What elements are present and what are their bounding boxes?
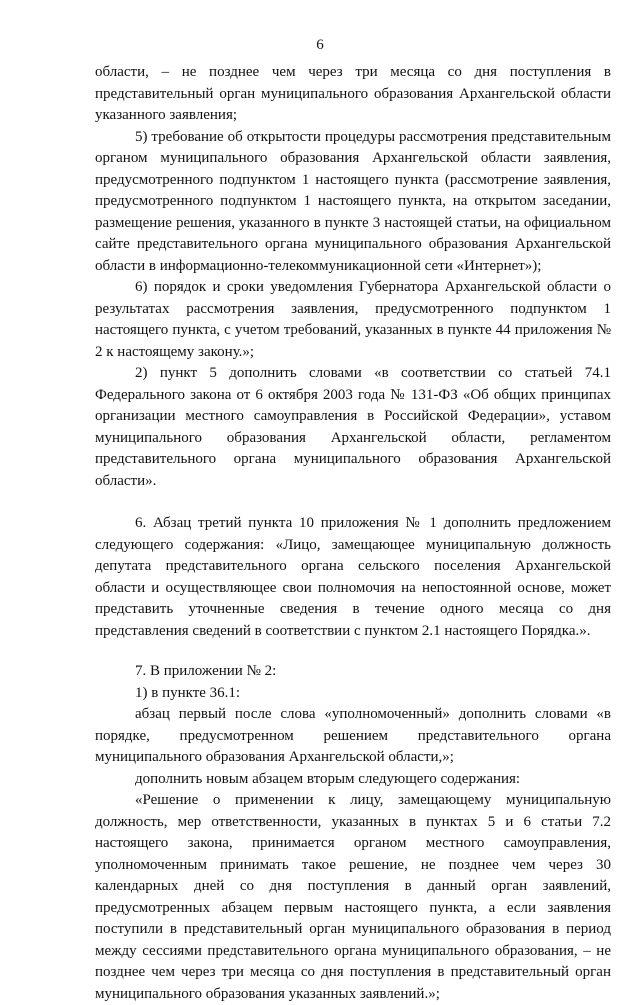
paragraph-abzac-first: абзац первый после слова «уполномоченный» дополнить словами «в порядке, предусмотренном решением представительного органа муниципального образования Архангельской области,»;	[95, 706, 611, 765]
paragraph-spacer	[95, 492, 611, 513]
paragraph-item-6: 6) порядок и сроки уведомления Губернатора Архангельской области о результатах рассмотрения заявления, предусмотренного подпунктом 1 настоящего пункта, с учетом требований, указанных в пункте 44 приложения № 2 к настоящему закону.»;	[95, 279, 611, 360]
paragraph-continuation: области, – не позднее чем через три месяца со дня поступления в представительный орган муниципального образования Архангельской области указанного заявления;	[95, 64, 611, 123]
paragraph-add-abzac: дополнить новым абзацем вторым следующего содержания:	[135, 770, 521, 787]
paragraph-spacer	[95, 642, 611, 661]
paragraph-item-5: 5) требование об открытости процедуры рассмотрения представительным органом муниципального образования Архангельской области заявления, предусмотренного подпунктом 1 настоящего пункта (рассмотрение заявления, предусмотренного подпунктом 1 настоящего пункта, на открытом заседании, размещение решения, указанного в пункте 3 настоящей статьи, на официальном сайте представительного органа муниципального образования Архангельской области в информационно-телекоммуникационной сети «Интернет»);	[95, 128, 611, 274]
paragraph-section-6: 6. Абзац третий пункта 10 приложения № 1 дополнить предложением следующего содержания: «Лицо, замещающее муниципальную должность депутата представительного органа сельского поселения Архангельской области и осуществляющее свои полномочия на непостоянной основе, может представить уточненные сведения в течение одного месяца со дня представления сведений в соответствии с пунктом 2.1 настоящего Порядка.».	[95, 515, 611, 639]
page-number: 6	[316, 37, 324, 53]
paragraph-subitem-1: 1) в пункте 36.1:	[135, 684, 241, 701]
paragraph-quoted-decision: «Решение о применении к лицу, замещающему муниципальную должность, мер ответственности, указанных в пунктах 5 и 6 статьи 7.2 настоящего закона, принимается органом местного самоуправления, уполномоченным принимать такое решение, не позднее чем через 30 календарных дней со дня поступления в данный орган заявлений, предусмотренных абзацем первым настоящего пункта, а если заявления поступили в представительный орган муниципального образования в период между сессиями представительного органа муниципального образования, – не позднее чем через три месяца со дня поступления в представительный орган муниципального образования указанных заявлений.»;	[95, 792, 611, 1002]
document-body	[95, 62, 611, 1005]
paragraph-section-7: 7. В приложении № 2:	[135, 663, 277, 679]
paragraph-point-2: 2) пункт 5 дополнить словами «в соответствии со статьей 74.1 Федерального закона от 6 октября 2003 года № 131-ФЗ «Об общих принципах организации местного самоуправления в Российской Федерации», уставом муниципального образования Архангельской области, регламентом представительного органа муниципального образования Архангельской области».	[95, 365, 611, 489]
